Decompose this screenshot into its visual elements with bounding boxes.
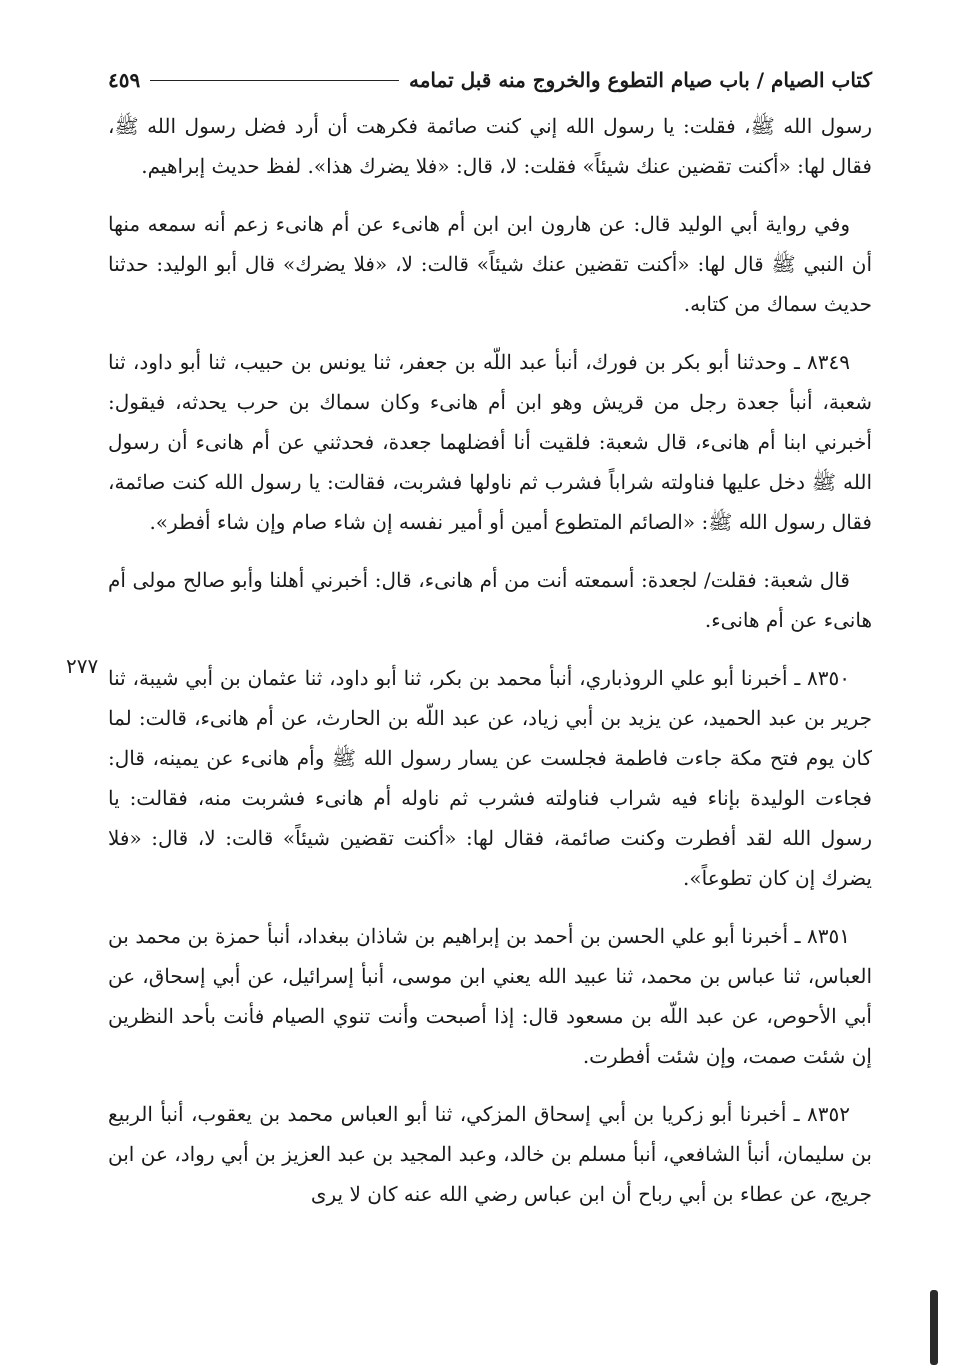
manuscript-folio-marker: ٢٧٧	[66, 654, 99, 678]
paragraph: ٨٣٤٩ ـ وحدثنا أبو بكر بن فورك، أنبأ عبد اللّه بن جعفر، ثنا يونس بن حبيب، ثنا أبو داود، ثنا شعبة، أنبأ جعدة رجل من قريش وهو ابن أم هانىء وكان سماك بن حرب يحدثه، فيقول: أخبرني ابنا أم هانىء، قال شعبة: فلقيت أنا أفضلهما جعدة، فحدثني عن أم هانىء أن رسول الله ﷺ دخل عليها فناولته شراباً فشرب ثم ناولها فشربت، فقالت: يا رسول الله كنت صائمة، فقال رسول الله ﷺ: «الصائم المتطوع أمين أو أمير نفسه إن شاء صام وإن شاء أفطر».	[108, 350, 872, 534]
running-head-title: كتاب الصيام / باب صيام التطوع والخروج منه قبل تمامه	[409, 68, 872, 92]
paragraph: وفي رواية أبي الوليد قال: عن هارون ابن ابن أم هانىء عن أم هانىء زعم أنه سمعه منها أن النبي ﷺ قال لها: «أكنت تقضين عنك شيئاً» قالت: لا، «فلا يضرك» قال أبو الوليد: حدثنا حديث سماك من كتابه.	[108, 212, 872, 316]
paragraph: قال شعبة: فقلت/ لجعدة: أسمعته أنت من أم هانىء، قال: أخبرني أهلنا وأبو صالح مولى أم هانىء عن أم هانىء.	[108, 568, 872, 632]
page-number: ٤٥٩	[108, 68, 141, 92]
running-head	[108, 60, 872, 100]
paragraph: رسول الله ﷺ، فقلت: يا رسول الله إني كنت صائمة فكرهت أن أرد فضل رسول الله ﷺ، فقال لها: «أكنت تقضين عنك شيئاً» فقلت: لا، قال: «فلا يضرك هذا». لفظ حديث إبراهيم.	[108, 114, 872, 178]
page-body	[108, 60, 872, 1232]
paragraph: ٨٣٥١ ـ أخبرنا أبو علي الحسن بن أحمد بن إبراهيم بن شاذان ببغداد، أنبأ حمزة بن محمد بن العباس، ثنا عباس بن محمد، ثنا عبيد الله يعني ابن موسى، أنبأ إسرائيل، عن أبي إسحاق، عن أبي الأحوص، عن عبد اللّه بن مسعود قال: إذا أصبحت وأنت تنوي الصيام فأنت بأحد النظرين إن شئت صمت، وإن شئت أفطرت.	[108, 924, 872, 1068]
header-rule	[150, 80, 399, 81]
paragraph: ٨٣٥٢ ـ أخبرنا أبو زكريا بن أبي إسحاق المزكي، ثنا أبو العباس محمد بن يعقوب، أنبأ الربيع بن سليمان، أنبأ الشافعي، أنبأ مسلم بن خالد، وعبد المجيد بن عبد العزيز بن أبي رواد، عن ابن جريج، عن عطاء بن أبي رباح أن ابن عباس رضي الله عنه كان لا يرى	[108, 1102, 872, 1206]
paragraph: ٨٣٥٠ ـ أخبرنا أبو علي الروذباري، أنبأ محمد بن بكر، ثنا أبو داود، ثنا عثمان بن أبي شيبة، ثنا جرير بن عبد الحميد، عن يزيد بن أبي زياد، عن عبد اللّه بن الحارث، عن أم هانىء، قالت: لما كان يوم فتح مكة جاءت فاطمة فجلست عن يسار رسول الله ﷺ وأم هانىء عن يمينه، قال: فجاءت الوليدة بإناء فيه شراب فناولته فشرب ثم ناوله أم هانىء فشربت منه، فقالت: يا رسول الله لقد أفطرت وكنت صائمة، فقال لها: «أكنت تقضين شيئاً» قالت: لا، قال: «فلا يضرك إن كان تطوعاً».	[108, 666, 872, 890]
scan-edge-mark	[930, 1290, 938, 1365]
